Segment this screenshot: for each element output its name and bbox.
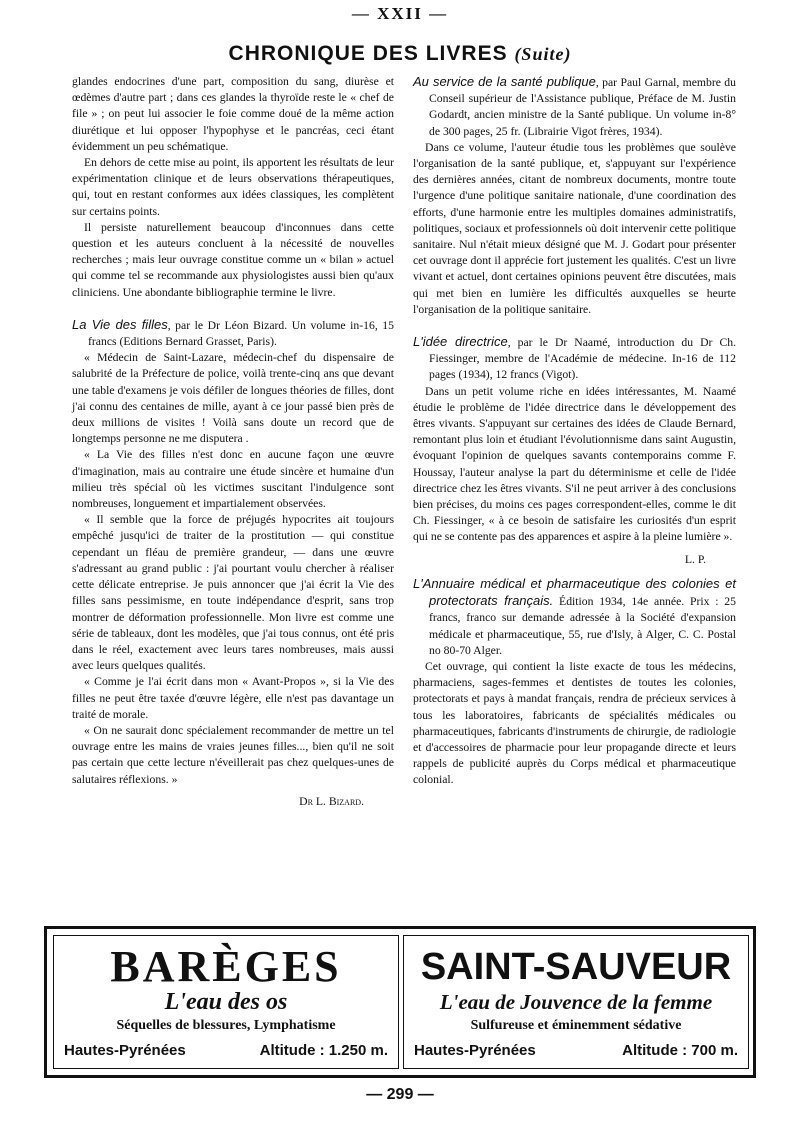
paragraph: « La Vie des filles n'est donc en aucune façon une œuvre d'imagination, mais au contraire une étude sincère et humaine d'un milieu très spécial où les victimes suscitant l'indulgence sont nombreuses, longuement et impartialement observées. <box>72 448 394 511</box>
review-signature: L. P. <box>684 552 706 566</box>
paragraph: Il persiste naturellement beaucoup d'inconnues dans cette question et les auteurs concluent à la nécessité de nouvelles recherches ; mais leur ouvrage constitue comme un « bilan » actuel qui comme tel se recommande aux physiologistes aussi bien qu'aux cliniciens. Une abondante bibliographie termine le livre. <box>72 220 394 299</box>
paragraph: « Médecin de Saint-Lazare, médecin-chef du dispensaire de salubrité de la Préfecture de police, voilà trente-cinq ans que devant une table d'examens je vois défiler de longues théories de filles, dont j'ai connu des centaines de mille, ayant à ce jour passé bien près de deux millions de visites ! Voilà sans doute un record que de longtemps personne ne me disputera . <box>72 351 394 446</box>
review-title: La Vie des filles <box>72 316 168 332</box>
review-heading <box>413 74 736 140</box>
review-title: L'idée directrice <box>413 334 508 350</box>
advertisement-saint-sauveur <box>403 935 749 1069</box>
section-title: CHRONIQUE DES LIVRES <box>228 42 508 65</box>
ad-brand-name: BARÈGES <box>110 942 342 991</box>
paragraph: « On ne saurait donc spécialement recommander de mettre un tel ouvrage entre les mains de vraies jeunes filles..., bien qu'il ne soit pas certain que cette lecture n'éveillerait pas chez quelques-unes de salutaires réflexions. » <box>72 723 394 786</box>
paragraph: glandes endocrines d'une part, composition du sang, diurèse et œdèmes d'autre part ; dans ces glandes la thyroïde reste le « chef de file » ; on peut lui associer le foie comme doué de la même action diurétique et lui opposer l'hypophyse et le pancréas, ceci étant évidemment un peu schématique. <box>72 75 394 153</box>
ad-region: Hautes-Pyrénées <box>414 1042 536 1059</box>
ad-footer <box>404 1042 748 1059</box>
page-number: — 299 — <box>366 1086 434 1103</box>
ad-slogan: L'eau de Jouvence de la femme <box>439 990 713 1014</box>
review-bibliographic-info: , par Paul Garnal, membre du Conseil supérieur de l'Assistance publique, Préface de M. Justin Godardt, ancien ministre de la Santé publique. Un volume in-8° de 300 pages, 25 fr. (Librairie Vigot frères, 1934). <box>429 76 736 138</box>
advertisement-bareges <box>53 935 399 1069</box>
review-bibliographic-info: , par le Dr Léon Bizard. Un volume in-16, 15 francs (Editions Bernard Grasset, Paris). <box>88 318 394 349</box>
review-bibliographic-info: , par le Dr Naamé, introduction du Dr Ch. Fiessinger, membre de l'Académie de médecine. In-16 de 112 pages (1934), 12 francs (Vigot). <box>429 336 737 382</box>
ad-slogan: L'eau des os <box>164 989 288 1015</box>
roman-page-number: — XXII — <box>351 4 449 23</box>
paragraph: Dans ce volume, l'auteur étudie tous les problèmes que soulève l'organisation de la santé publique, et, s'appuyant sur l'expérience des dernières années, citant de nombreux documents, montre toute l'urgence d'une politique sanitaire nationale, d'une coordination des efforts, d'une harmonie entre les multiples domaines administratifs, politiques, sociaux et professionnels où doit intervenir cette politique sanitaire. Nul n'était mieux désigné que M. J. Godart pour présenter cet ouvrage dont il apprécie fort justement les qualités. C'est un livre vivant et actuel, dont certaines opinions peuvent être discutées, mais qui met bien en lumière les difficultés auxquelles se heurte l'organisation de la politique sanitaire. <box>413 140 736 316</box>
advertisement-box <box>44 926 756 1078</box>
paragraph: « Il semble que la force de préjugés hypocrites ait toujours empêché jusqu'ici de traiter de la prostitution — qui constitue cependant un fléau de première grandeur, — dans une œuvre s'adressant au grand public : j'ai pourtant voulu chercher à réaliser cette délicate entreprise. Je puis annoncer que j'ai écrit la Vie des filles sans pessimisme, en toute indépendance d'esprit, sans trop montrer de déformation professionnelle. Mon livre est comme une série de tableaux, dont les modèles, que j'ai tous connus, ont été pris dans le réel, exactement avec leurs tares nombreuses, mais aussi avec leurs quelques qualités. <box>72 513 394 673</box>
paragraph: « Comme je l'ai écrit dans mon « Avant-Propos », si la Vie des filles ne peut être taxée d'œuvre légère, elle n'est pas davantage un traité de morale. <box>72 675 394 721</box>
right-column <box>413 74 736 789</box>
left-column <box>72 74 394 810</box>
ad-footer <box>54 1042 398 1059</box>
ad-description: Sulfureuse et éminemment sédative <box>470 1018 682 1033</box>
ad-altitude: Altitude : 1.250 m. <box>259 1042 388 1059</box>
review-heading <box>413 334 736 384</box>
page-title <box>0 42 800 66</box>
review-heading <box>413 576 736 659</box>
review-signature: Dr L. Bizard. <box>299 794 364 808</box>
section-title-suite: (Suite) <box>514 44 572 64</box>
review-heading <box>72 317 394 350</box>
review-title: L'Annuaire médical et pharmaceutique des colonies et protectorats français. <box>413 575 736 609</box>
ad-region: Hautes-Pyrénées <box>64 1042 186 1059</box>
review-bibliographic-info: Édition 1934, 14e année. Prix : 25 francs, franco sur demande adressée à la Société d'expansion médicale et pharmaceutique, 55, rue d'Isly, à Alger, C. C. Postal no 80-70 Alger. <box>429 595 736 657</box>
review-title: Au service de la santé publique <box>413 74 596 89</box>
ad-description: Séquelles de blessures, Lymphatisme <box>116 1018 336 1033</box>
ad-altitude: Altitude : 700 m. <box>622 1042 738 1059</box>
paragraph: Dans un petit volume riche en idées intéressantes, M. Naamé étudie le problème de l'idée directrice dans le développement des êtres vivants. S'appuyant sur certaines des idées de Claude Bernard, remontant plus loin et étudiant l'évolutionnisme dans saint Augustin, évoquant l'opinion de quelques savants contemporains comme F. Houssay, l'auteur analyse la part du déterminisme et celle de l'idée directrice chez les êtres vivants. S'il ne peut arriver à des conclusions bien précises, du moins ces pages correspondent-elles, comme le dit Ch. Fiessinger, « à ce besoin de satisfaire les curiosités d'un esprit qui ne se contente pas des apparences et aspire à la pleine lumière ». <box>413 384 736 544</box>
paragraph: Cet ouvrage, qui contient la liste exacte de tous les médecins, pharmaciens, sages-femmes et dentistes de toutes les colonies, protectorats et pays à mandat français, rendra de précieux services à tous les laboratoires, fabricants de spécialités médicales ou pharmaceutiques, fabricants d'instruments de chirurgie, de radiologie et d'accessoires de pharmacie pour leur propagande directe et leurs rappels de publicité auprès du Corps médical et pharmaceutique colonial. <box>413 659 736 787</box>
paragraph: En dehors de cette mise au point, ils apportent les résultats de leur expérimentation clinique et de leurs observations thérapeutiques, qui, tout en restant conformes aux idées classiques, les complètent sur certains points. <box>72 156 394 218</box>
ad-brand-name: SAINT-SAUVEUR <box>420 946 732 988</box>
